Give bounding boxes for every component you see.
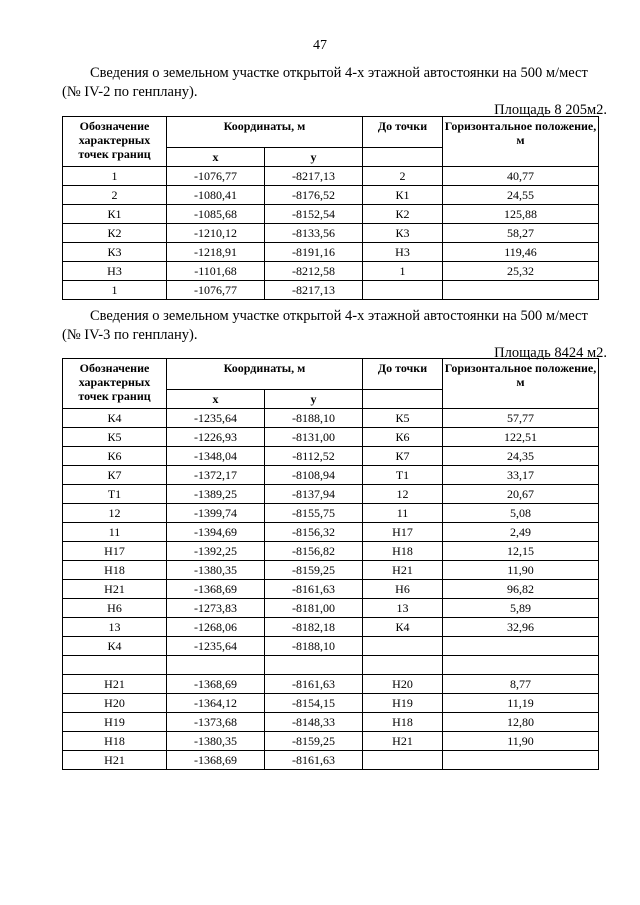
cell-to-point: Н6 [363, 580, 443, 599]
table-row [63, 224, 599, 243]
table-row [63, 732, 599, 751]
cell-x: -1389,25 [167, 485, 265, 504]
cell-x: -1076,77 [167, 167, 265, 186]
header-x: x [167, 148, 265, 167]
cell-distance: 125,88 [443, 205, 599, 224]
cell-y: -8133,56 [265, 224, 363, 243]
cell-point: Н18 [63, 561, 167, 580]
section-2-table [62, 358, 599, 770]
cell-point: К3 [63, 243, 167, 262]
cell-distance [443, 656, 599, 675]
table-row [63, 542, 599, 561]
cell-y: -8217,13 [265, 167, 363, 186]
cell-y: -8161,63 [265, 580, 363, 599]
table-row [63, 656, 599, 675]
cell-y: -8182,18 [265, 618, 363, 637]
cell-y: -8131,00 [265, 428, 363, 447]
cell-x: -1394,69 [167, 523, 265, 542]
cell-to-point: 1 [363, 262, 443, 281]
cell-distance [443, 281, 599, 300]
cell-distance: 11,90 [443, 732, 599, 751]
cell-point: К4 [63, 409, 167, 428]
cell-y: -8161,63 [265, 751, 363, 770]
cell-distance: 5,08 [443, 504, 599, 523]
cell-to-point [363, 656, 443, 675]
cell-x: -1380,35 [167, 561, 265, 580]
cell-y: -8191,16 [265, 243, 363, 262]
table-row [63, 504, 599, 523]
cell-to-point: Н17 [363, 523, 443, 542]
cell-to-point: К2 [363, 205, 443, 224]
cell-y: -8188,10 [265, 637, 363, 656]
header-to-point: До точки [363, 117, 443, 148]
cell-y: -8152,54 [265, 205, 363, 224]
cell-y: -8137,94 [265, 485, 363, 504]
cell-y: -8108,94 [265, 466, 363, 485]
cell-y: -8212,58 [265, 262, 363, 281]
cell-distance: 24,55 [443, 186, 599, 205]
cell-point: К2 [63, 224, 167, 243]
table-row [63, 523, 599, 542]
section-1-title: Сведения о земельном участке открытой 4-х этажной автостоянки на 500 м/мест (№ IV-2 по генплану). [62, 65, 588, 100]
cell-distance: 11,19 [443, 694, 599, 713]
cell-distance [443, 637, 599, 656]
cell-distance: 2,49 [443, 523, 599, 542]
cell-x: -1076,77 [167, 281, 265, 300]
cell-point: Т1 [63, 485, 167, 504]
cell-y: -8181,00 [265, 599, 363, 618]
table-row [63, 694, 599, 713]
cell-x: -1364,12 [167, 694, 265, 713]
table-row [63, 618, 599, 637]
cell-to-point: 13 [363, 599, 443, 618]
header-horizontal: Горизонтальное положение, м [443, 359, 599, 409]
header-y: y [265, 148, 363, 167]
cell-point: 12 [63, 504, 167, 523]
cell-distance: 12,15 [443, 542, 599, 561]
header-to-point: До точки [363, 359, 443, 390]
table-row [63, 409, 599, 428]
cell-x: -1348,04 [167, 447, 265, 466]
header-x: x [167, 390, 265, 409]
cell-point: Н21 [63, 751, 167, 770]
cell-point: 2 [63, 186, 167, 205]
cell-distance: 58,27 [443, 224, 599, 243]
table-row [63, 186, 599, 205]
header-coordinates: Координаты, м [167, 117, 363, 148]
cell-y: -8156,82 [265, 542, 363, 561]
table-row [63, 561, 599, 580]
cell-point: Н3 [63, 262, 167, 281]
cell-distance: 57,77 [443, 409, 599, 428]
cell-point: Н21 [63, 580, 167, 599]
cell-x: -1273,83 [167, 599, 265, 618]
cell-to-point: Н19 [363, 694, 443, 713]
cell-y: -8154,15 [265, 694, 363, 713]
cell-y: -8159,25 [265, 732, 363, 751]
cell-y: -8159,25 [265, 561, 363, 580]
cell-to-point: 12 [363, 485, 443, 504]
table-row [63, 205, 599, 224]
section-1-table [62, 116, 599, 300]
table-row [63, 167, 599, 186]
cell-point: Н21 [63, 675, 167, 694]
cell-point: Н17 [63, 542, 167, 561]
header-designation: Обозначение характерных точек границ [63, 117, 167, 167]
cell-x: -1101,68 [167, 262, 265, 281]
cell-to-point: Н18 [363, 542, 443, 561]
table-row [63, 599, 599, 618]
cell-point: Н6 [63, 599, 167, 618]
table-row [63, 713, 599, 732]
cell-x: -1226,93 [167, 428, 265, 447]
cell-point: Н20 [63, 694, 167, 713]
cell-point: К6 [63, 447, 167, 466]
cell-x: -1372,17 [167, 466, 265, 485]
cell-to-point: 2 [363, 167, 443, 186]
cell-distance: 119,46 [443, 243, 599, 262]
cell-point: Н18 [63, 732, 167, 751]
cell-x [167, 656, 265, 675]
cell-distance [443, 751, 599, 770]
cell-x: -1085,68 [167, 205, 265, 224]
cell-to-point [363, 281, 443, 300]
cell-point: 1 [63, 281, 167, 300]
header-horizontal: Горизонтальное положение, м [443, 117, 599, 167]
cell-distance: 11,90 [443, 561, 599, 580]
cell-point: 1 [63, 167, 167, 186]
cell-point: К7 [63, 466, 167, 485]
cell-distance: 24,35 [443, 447, 599, 466]
table-row [63, 262, 599, 281]
table-row [63, 637, 599, 656]
cell-y: -8161,63 [265, 675, 363, 694]
cell-y [265, 656, 363, 675]
cell-x: -1210,12 [167, 224, 265, 243]
cell-x: -1368,69 [167, 751, 265, 770]
cell-distance: 5,89 [443, 599, 599, 618]
cell-to-point: Н21 [363, 732, 443, 751]
section-1-area: Площадь 8 205м2. [494, 102, 607, 118]
cell-to-point: К7 [363, 447, 443, 466]
cell-y: -8112,52 [265, 447, 363, 466]
cell-distance: 96,82 [443, 580, 599, 599]
table-row [63, 485, 599, 504]
header-empty [363, 390, 443, 409]
table-row [63, 428, 599, 447]
cell-to-point: К3 [363, 224, 443, 243]
cell-to-point: К5 [363, 409, 443, 428]
cell-x: -1235,64 [167, 409, 265, 428]
table-row [63, 751, 599, 770]
cell-point: 13 [63, 618, 167, 637]
table-row [63, 243, 599, 262]
cell-y: -8148,33 [265, 713, 363, 732]
cell-x: -1373,68 [167, 713, 265, 732]
cell-distance: 32,96 [443, 618, 599, 637]
cell-to-point: К6 [363, 428, 443, 447]
cell-x: -1368,69 [167, 580, 265, 599]
cell-y: -8176,52 [265, 186, 363, 205]
cell-to-point: Н18 [363, 713, 443, 732]
table-row [63, 466, 599, 485]
cell-distance: 12,80 [443, 713, 599, 732]
cell-x: -1218,91 [167, 243, 265, 262]
cell-point: К5 [63, 428, 167, 447]
cell-distance: 20,67 [443, 485, 599, 504]
cell-point [63, 656, 167, 675]
cell-to-point: Н21 [363, 561, 443, 580]
table-row [63, 580, 599, 599]
cell-point: Н19 [63, 713, 167, 732]
cell-distance: 25,32 [443, 262, 599, 281]
cell-to-point: Т1 [363, 466, 443, 485]
table-row [63, 447, 599, 466]
cell-to-point: 11 [363, 504, 443, 523]
cell-to-point [363, 751, 443, 770]
header-empty [363, 148, 443, 167]
cell-x: -1392,25 [167, 542, 265, 561]
cell-to-point: К1 [363, 186, 443, 205]
cell-x: -1268,06 [167, 618, 265, 637]
cell-y: -8155,75 [265, 504, 363, 523]
cell-y: -8188,10 [265, 409, 363, 428]
cell-x: -1399,74 [167, 504, 265, 523]
cell-x: -1380,35 [167, 732, 265, 751]
section-2-area: Площадь 8424 м2. [494, 345, 607, 361]
cell-point: К1 [63, 205, 167, 224]
cell-point: 11 [63, 523, 167, 542]
cell-point: К4 [63, 637, 167, 656]
section-2-title: Сведения о земельном участке открытой 4-х этажной автостоянки на 500 м/мест (№ IV-3 по генплану). [62, 308, 588, 343]
cell-distance: 40,77 [443, 167, 599, 186]
cell-to-point: Н3 [363, 243, 443, 262]
section-1-table-body [63, 167, 599, 300]
cell-to-point [363, 637, 443, 656]
cell-x: -1235,64 [167, 637, 265, 656]
header-y: y [265, 390, 363, 409]
cell-y: -8217,13 [265, 281, 363, 300]
cell-distance: 122,51 [443, 428, 599, 447]
section-2-table-body [63, 409, 599, 770]
table-row [63, 281, 599, 300]
cell-x: -1368,69 [167, 675, 265, 694]
header-coordinates: Координаты, м [167, 359, 363, 390]
cell-to-point: К4 [363, 618, 443, 637]
table-row [63, 675, 599, 694]
cell-to-point: Н20 [363, 675, 443, 694]
cell-distance: 33,17 [443, 466, 599, 485]
cell-distance: 8,77 [443, 675, 599, 694]
cell-x: -1080,41 [167, 186, 265, 205]
page-number: 47 [313, 38, 327, 53]
header-designation: Обозначение характерных точек границ [63, 359, 167, 409]
cell-y: -8156,32 [265, 523, 363, 542]
